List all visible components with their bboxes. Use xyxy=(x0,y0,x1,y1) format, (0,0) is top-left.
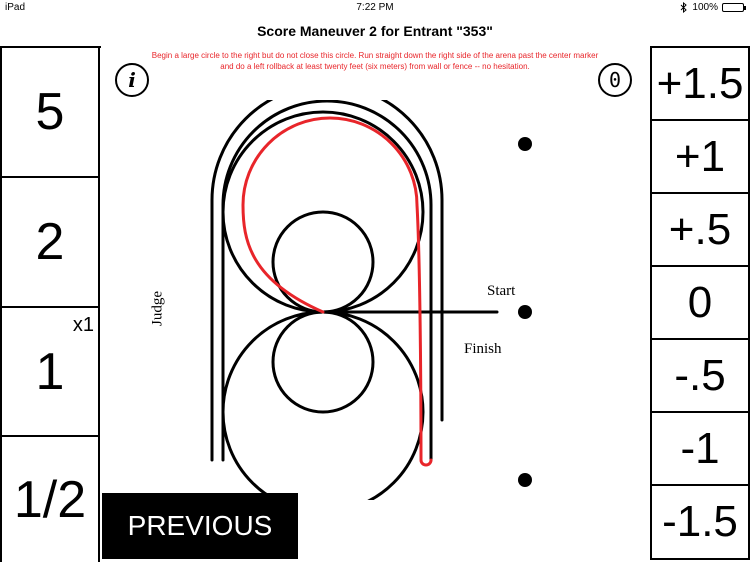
score-button-2[interactable] xyxy=(0,178,100,308)
adjust-button-label: -1 xyxy=(680,423,720,473)
adjust-button-label: -1.5 xyxy=(662,497,738,546)
penalty-counter-button[interactable] xyxy=(598,63,632,97)
previous-button[interactable] xyxy=(102,493,298,559)
device-name: iPad xyxy=(5,2,26,13)
adjust-button-label: 0 xyxy=(687,277,713,327)
score-button-label: 1/2 xyxy=(13,470,87,529)
adjust-button-minus-1[interactable] xyxy=(650,411,750,486)
bottom-marker xyxy=(518,473,532,487)
score-button-label: 2 xyxy=(35,213,65,271)
adjust-button-plus-1-5[interactable] xyxy=(650,46,750,121)
bluetooth-icon xyxy=(680,2,688,13)
previous-button-label: PREVIOUS xyxy=(127,510,273,541)
top-marker xyxy=(518,137,532,151)
score-button-5[interactable] xyxy=(0,48,100,178)
small-bottom-circle xyxy=(273,312,373,412)
info-button[interactable] xyxy=(115,63,149,97)
start-label: Start xyxy=(487,283,516,299)
clock: 7:22 PM xyxy=(356,2,394,13)
adjustment-column xyxy=(650,46,750,562)
adjust-button-minus-1-5[interactable] xyxy=(650,484,750,560)
center-marker xyxy=(518,305,532,319)
adjust-button-label: +1 xyxy=(674,131,726,181)
small-top-circle xyxy=(273,212,373,312)
score-column xyxy=(0,46,101,562)
adjust-button-label: -.5 xyxy=(674,350,726,400)
status-icons xyxy=(680,2,744,13)
score-button-label: 5 xyxy=(35,83,65,141)
status-bar xyxy=(0,0,750,16)
score-button-1[interactable] xyxy=(0,308,100,437)
adjust-button-minus-0-5[interactable] xyxy=(650,338,750,413)
maneuver-path xyxy=(243,118,431,465)
maneuver-diagram xyxy=(101,100,650,500)
adjust-button-label: +.5 xyxy=(668,204,732,254)
battery-icon xyxy=(722,3,744,12)
info-icon: i xyxy=(128,68,136,92)
large-bottom-circle xyxy=(223,312,423,500)
multiplier-badge: x1 xyxy=(72,314,94,336)
battery-percent: 100% xyxy=(692,2,718,13)
maneuver-instructions: Begin a large circle to the right but do not close this circle. Run straight down the right side of the arena past the center marker and do a left rollback at least twenty feet (six meters) from wall or fence -- no hesitation. xyxy=(151,51,599,71)
adjust-button-plus-1[interactable] xyxy=(650,119,750,194)
adjust-button-plus-0-5[interactable] xyxy=(650,192,750,267)
page-title: Score Maneuver 2 for Entrant "353" xyxy=(257,23,493,39)
finish-label: Finish xyxy=(464,341,502,357)
adjust-button-zero[interactable] xyxy=(650,265,750,340)
score-button-half[interactable] xyxy=(0,437,100,562)
outer-arc-path xyxy=(212,100,442,460)
counter-value: 0 xyxy=(608,68,622,92)
adjust-button-label: +1.5 xyxy=(656,58,744,108)
judge-label: Judge xyxy=(149,291,166,326)
score-button-label: 1 xyxy=(35,342,65,401)
